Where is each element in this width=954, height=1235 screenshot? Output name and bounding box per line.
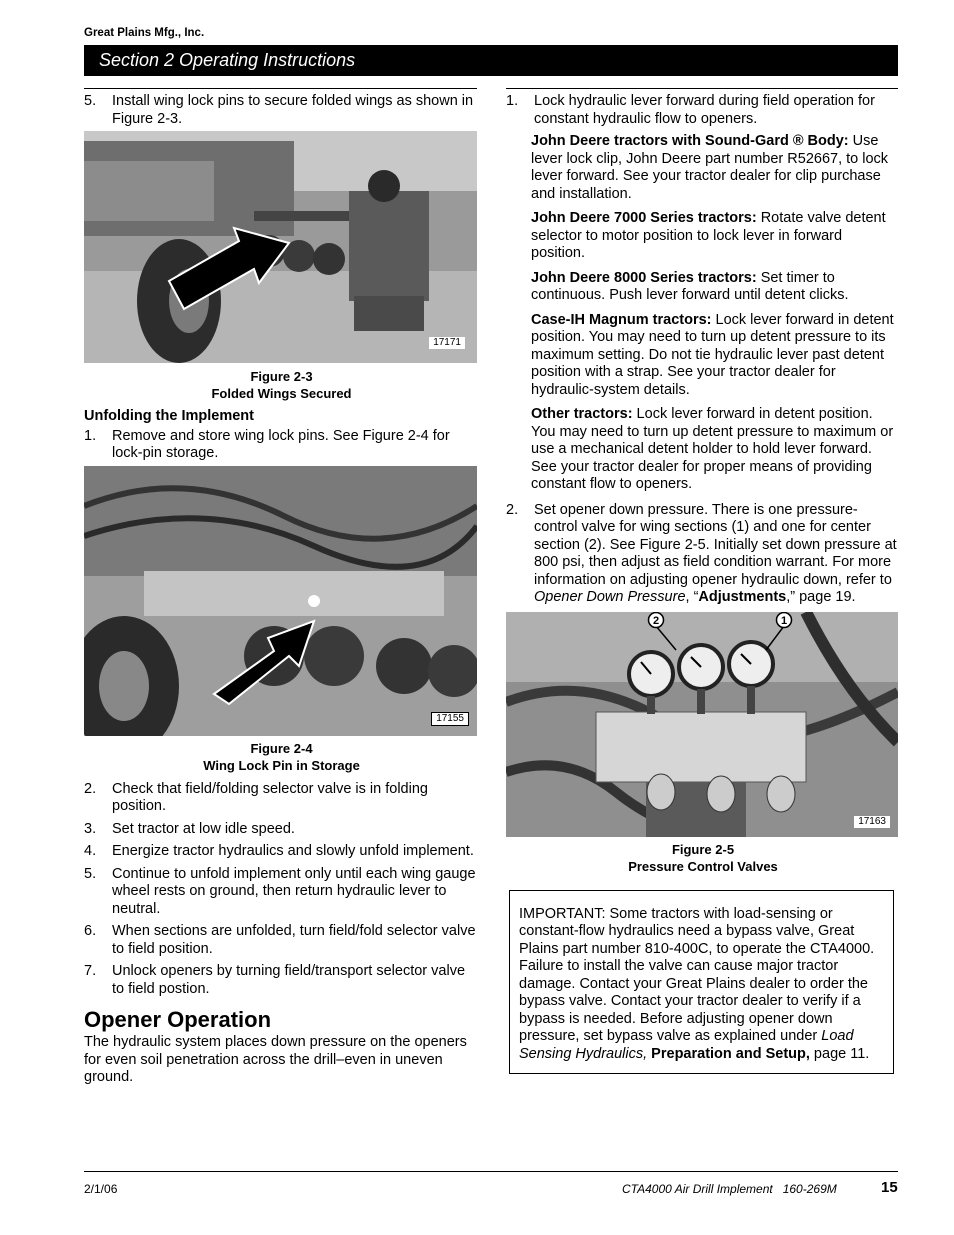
figure-id: 17163 xyxy=(854,816,890,828)
tractor-label: John Deere 7000 Series tractors: xyxy=(531,210,757,226)
tractor-text: Set timer to continuous. Push lever forward until detent clicks. xyxy=(531,269,849,303)
step-number: 5. xyxy=(84,93,97,109)
page-number: 15 xyxy=(881,1179,898,1196)
footer-rule xyxy=(84,1171,898,1172)
figure-id: 17171 xyxy=(429,337,465,349)
tractor-label: John Deere 8000 Series tractors: xyxy=(531,269,757,286)
step-text: Set tractor at low idle speed. xyxy=(112,820,295,837)
step-number: 3. xyxy=(84,820,97,837)
unfold-step-7 xyxy=(84,963,479,998)
tractor-other xyxy=(531,406,900,494)
tractor-label: John Deere tractors with Sound-Gard ® Body: xyxy=(531,133,849,149)
unfold-step-2 xyxy=(84,781,479,816)
figure-2-4-caption-title: Wing Lock Pin in Storage xyxy=(203,757,360,773)
footer-document-title: CTA4000 Air Drill Implement 160-269M xyxy=(622,1182,837,1196)
unfold-step-5 xyxy=(84,866,479,919)
step-number: 1. xyxy=(506,93,519,109)
step-text: Remove and store wing lock pins. See Figure 2-4 for lock-pin storage. xyxy=(112,427,450,461)
figure-id: 17155 xyxy=(431,712,469,726)
fold-step-5 xyxy=(84,93,479,128)
unfolding-heading: Unfolding the Implement xyxy=(84,408,254,424)
pressure-step-2 xyxy=(506,502,900,607)
pressure-valves-photo-illustration xyxy=(506,612,898,837)
figure-2-4-photo xyxy=(84,466,477,736)
tractor-case-ih-magnum xyxy=(531,312,900,400)
tractor-text: Rotate valve detent selector to motor position to lock lever in forward position. xyxy=(531,210,886,261)
lock-step-1 xyxy=(506,93,900,128)
tractor-text: Use lever lock clip, John Deere part number R52667, to lock lever forward. See your tractor dealer for clip purchase and installation. xyxy=(531,133,889,202)
company-name: Great Plains Mfg., Inc. xyxy=(84,27,205,39)
important-notice-box: IMPORTANT: Some tractors with load-sensing or constant-flow hydraulics need a bypass valve, Great Plains part number 810-400C, to operate the CTA4000. Failure to install the valve can cause major tractor damage. Contact your Great Plains dealer to order the bypass valve. Contact your tractor dealer to verify if a bypass is needed. Before adjusting opener down pressure, set bypass valve as explained under Load Sensing Hydraulics, Preparation and Setup, page 11. xyxy=(509,890,894,1075)
notice-reference-italic: Load Sensing Hydraulics, xyxy=(519,1028,854,1062)
step-number: 6. xyxy=(84,923,97,939)
tractor-john-deere-soundgard xyxy=(531,133,900,203)
figure-2-3-photo xyxy=(84,131,477,363)
step-text: Set opener down pressure. There is one pressure-control valve for wing sections (1) and one for center section (2). See Figure 2-5. Initially set down pressure at 800 psi, then adjust as field condition warrant. For more information on adjusting opener hydraulic down, refer to Opener Down Pressure, “Adjustments,” page 19. xyxy=(534,501,897,605)
opener-operation-heading: Opener Operation xyxy=(84,1007,272,1032)
figure-2-5-caption-title: Pressure Control Valves xyxy=(628,858,778,874)
step-text: Energize tractor hydraulics and slowly unfold implement. xyxy=(112,843,474,859)
unfold-step-1 xyxy=(84,428,479,463)
tractor-john-deere-8000 xyxy=(531,270,900,305)
figure-2-5-photo xyxy=(506,612,898,837)
unfold-step-3 xyxy=(84,821,479,839)
unfold-step-4 xyxy=(84,843,479,861)
step-number: 5. xyxy=(84,865,97,882)
column-rule-left xyxy=(84,88,477,89)
folded-wings-photo-illustration xyxy=(84,131,477,363)
step-number: 4. xyxy=(84,843,97,859)
step-text: When sections are unfolded, turn field/fold selector valve to field position. xyxy=(112,923,476,957)
section-title-bar: Section 2 Operating Instructions xyxy=(84,45,898,76)
step-number: 2. xyxy=(84,780,97,797)
step-number: 2. xyxy=(506,501,519,518)
figure-2-4-caption-number: Figure 2-4 xyxy=(250,740,313,756)
wing-lock-pin-photo-illustration xyxy=(84,466,477,736)
tractor-label: Other tractors: xyxy=(531,406,633,422)
figure-2-3-caption-title: Folded Wings Secured xyxy=(211,386,352,401)
tractor-text: Lock lever forward in detent position. You may need to turn up detent pressure to its maximum setting. Do not tie hydraulic lever past detent position with a strap. See your tractor dealer for hydraulic-system details. xyxy=(531,311,894,398)
step-text: Check that field/folding selector valve is in folding position. xyxy=(112,780,428,814)
tractor-text: Lock lever forward in detent position. You may need to turn up detent pressure to maximum or use a mechanical detent holder to hold lever forward. See your tractor dealer for proper means of providing constant flow to openers. xyxy=(531,406,894,492)
step-number: 7. xyxy=(84,963,97,979)
tractor-john-deere-7000 xyxy=(531,210,900,263)
opener-operation-text: The hydraulic system places down pressure on the openers for even soil penetration across the drill–even in uneven ground. xyxy=(84,1034,467,1085)
step-text: Lock hydraulic lever forward during field operation for constant hydraulic flow to openers. xyxy=(534,93,875,127)
notice-reference-bold: Preparation and Setup, xyxy=(647,1045,810,1062)
reference-bold: Adjustments xyxy=(698,589,787,605)
unfold-step-6 xyxy=(84,923,479,958)
figure-2-5-caption-number: Figure 2-5 xyxy=(671,841,735,857)
right-column xyxy=(506,93,900,1074)
step-text: Install wing lock pins to secure folded wings as shown in Figure 2-3. xyxy=(112,93,474,127)
step-text: Continue to unfold implement only until each wing gauge wheel rests on ground, then return hydraulic lever to neutral. xyxy=(112,865,476,917)
callout-2: 2 xyxy=(652,614,660,627)
left-column xyxy=(84,93,479,1087)
step-number: 1. xyxy=(84,427,97,444)
reference-italic: Opener Down Pressure xyxy=(534,589,686,605)
callout-1: 1 xyxy=(780,614,788,627)
footer-date: 2/1/06 xyxy=(84,1182,118,1196)
tractor-label: Case-IH Magnum tractors: xyxy=(531,311,712,328)
step-text: Unlock openers by turning field/transport selector valve to field postion. xyxy=(112,963,466,997)
figure-2-3-caption-number: Figure 2-3 xyxy=(250,369,313,384)
column-rule-right xyxy=(506,88,898,89)
